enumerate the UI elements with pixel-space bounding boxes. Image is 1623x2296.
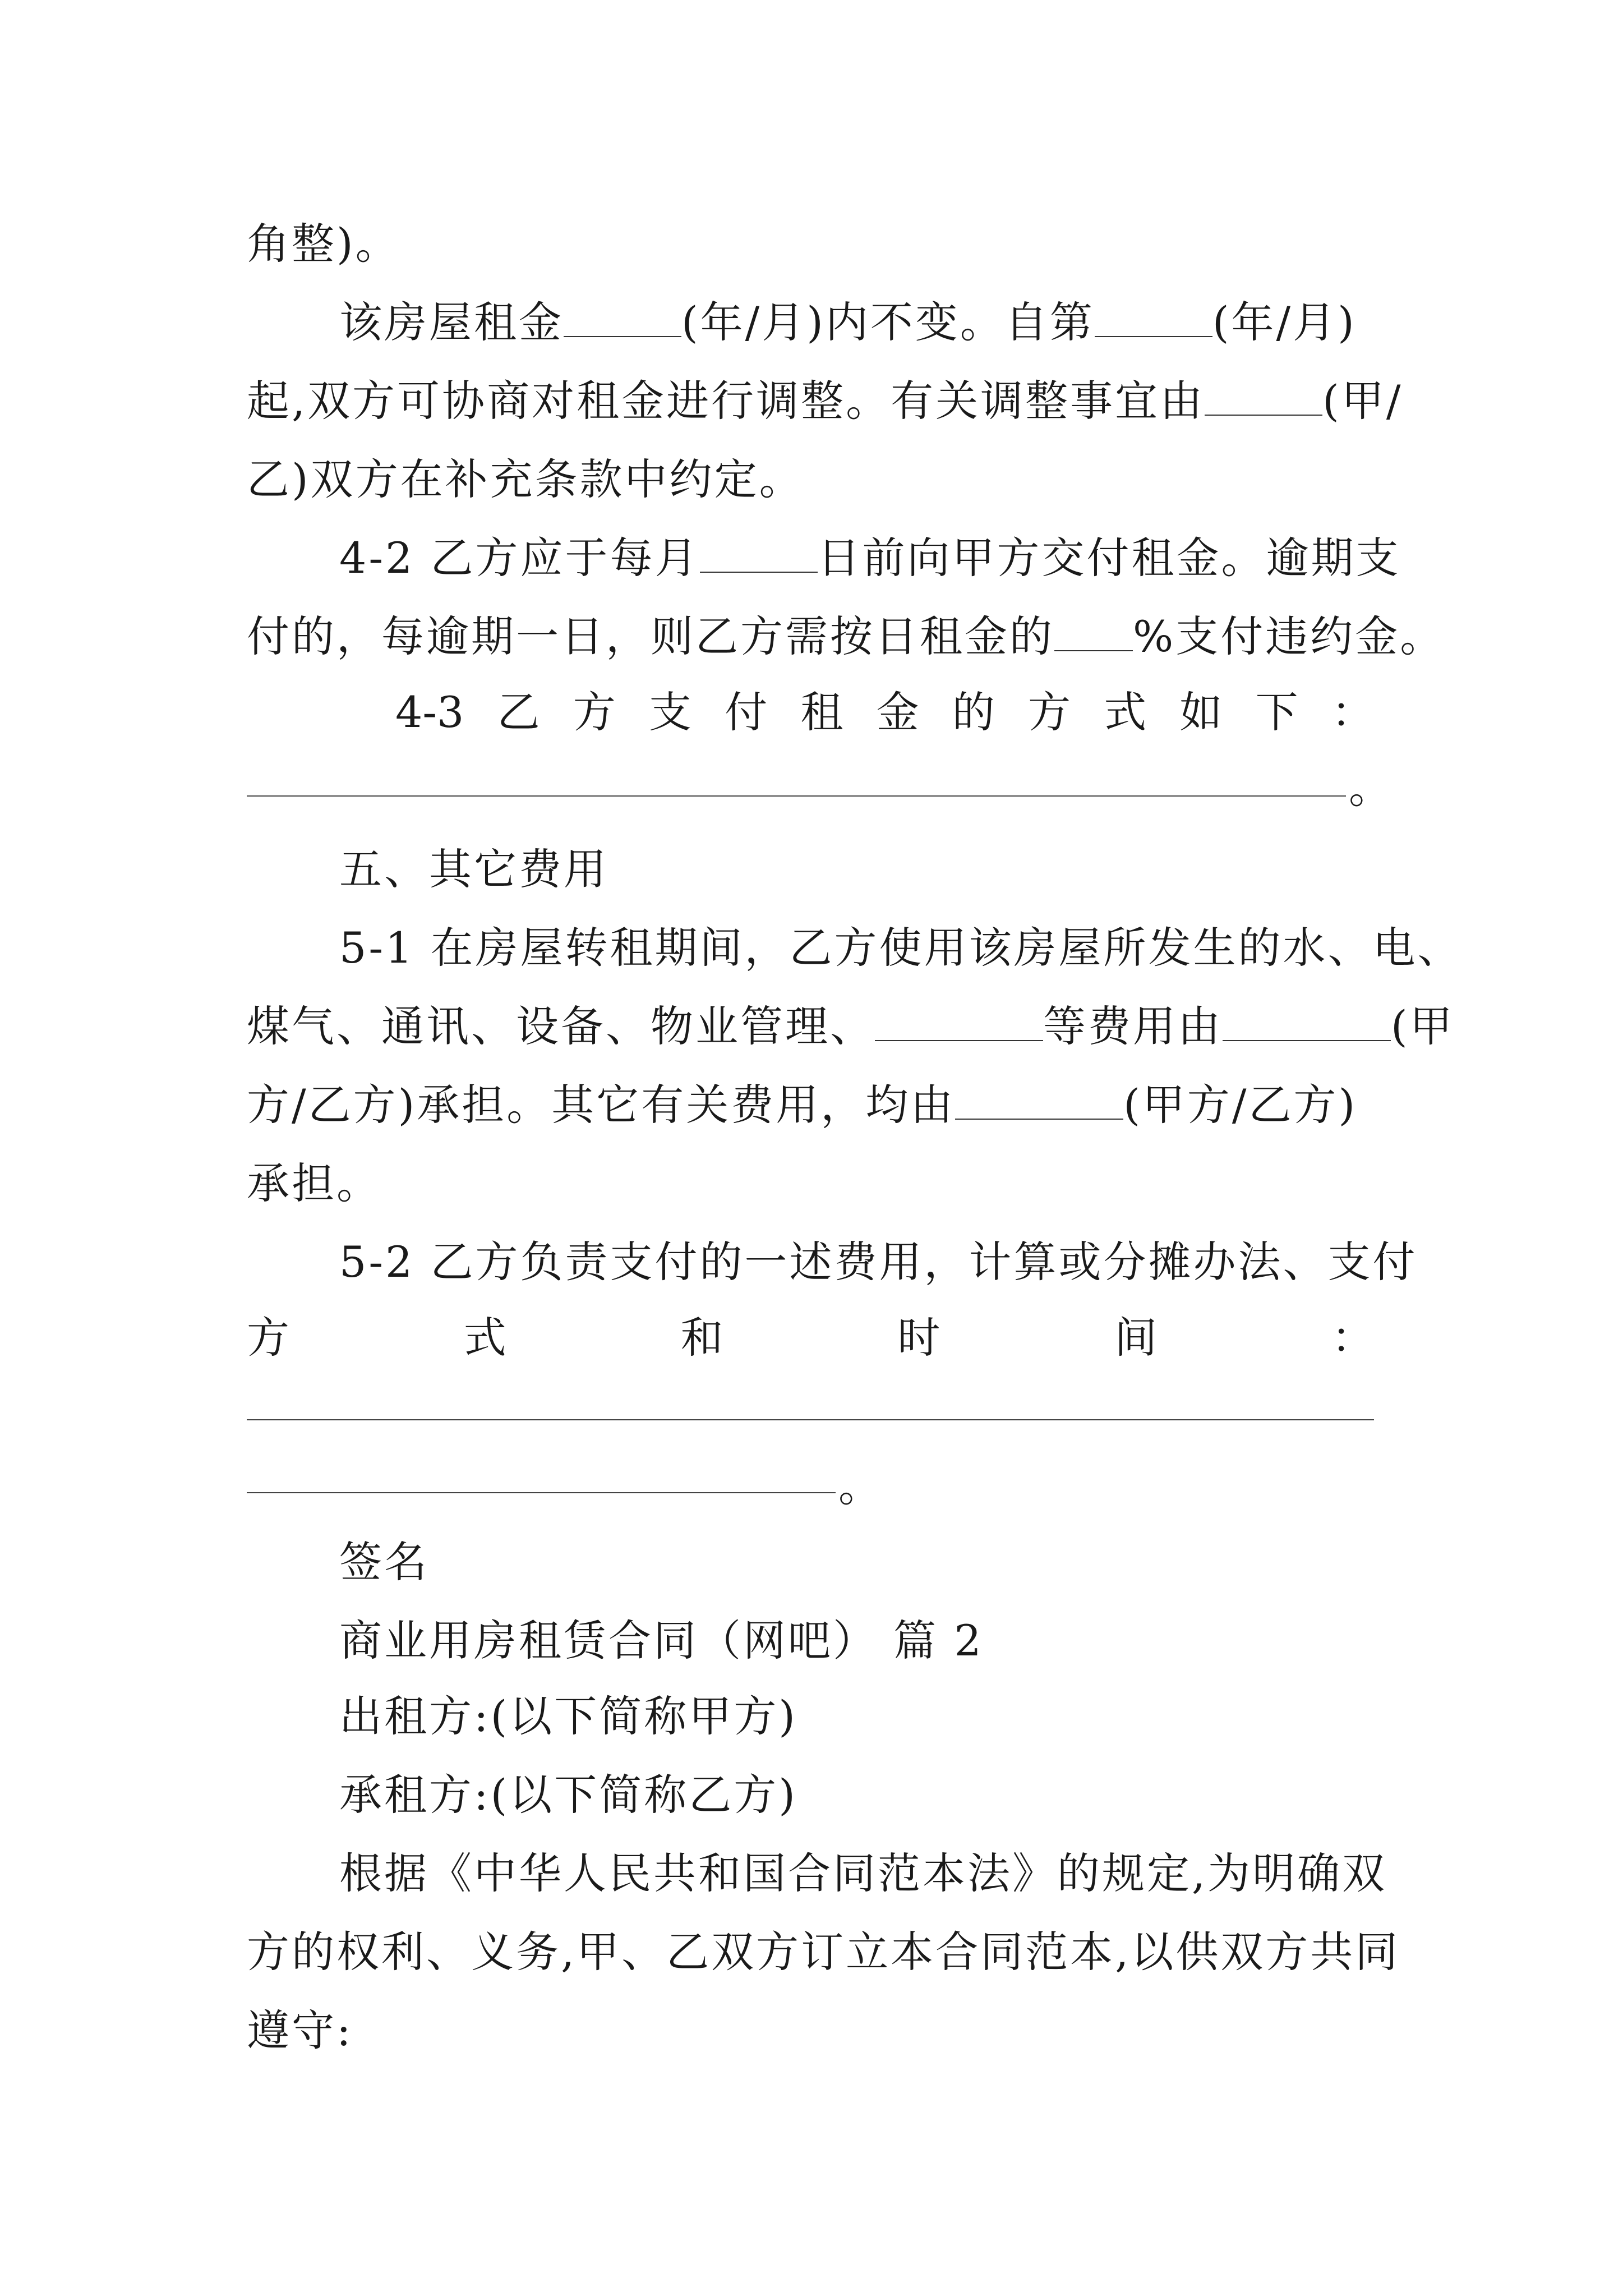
text-segment: 乙)双方在补充条款中约定。 bbox=[247, 454, 804, 504]
fill-blank[interactable] bbox=[955, 1079, 1123, 1120]
text-segment: 等费用由 bbox=[1043, 1001, 1223, 1051]
word: 式 bbox=[1104, 687, 1147, 737]
text-segment: %支付违约金。 bbox=[1133, 611, 1445, 661]
text-segment: (甲/ bbox=[1322, 376, 1403, 426]
underline-blank[interactable] bbox=[247, 1492, 836, 1493]
text-line bbox=[339, 1767, 797, 1823]
text-line bbox=[339, 1534, 429, 1590]
text-segment: 5-1 在房屋转租期间，乙方使用该房屋所发生的水、电、 bbox=[339, 923, 1463, 973]
word: 付 bbox=[725, 687, 768, 737]
text-segment: (年/月) bbox=[1212, 297, 1357, 347]
text-segment: (甲 bbox=[1391, 1001, 1455, 1051]
word: ： bbox=[1331, 1313, 1374, 1363]
fill-blank[interactable] bbox=[875, 1001, 1043, 1041]
text-segment: (甲方/乙方) bbox=[1123, 1080, 1358, 1130]
text-line bbox=[339, 1234, 1418, 1290]
text-line bbox=[339, 920, 1463, 976]
word: 方 bbox=[573, 687, 616, 737]
text-line bbox=[339, 1688, 797, 1745]
word: 乙 bbox=[497, 687, 540, 737]
text-segment: 5-2 乙方负责支付的一述费用，计算或分摊办法、支付 bbox=[339, 1237, 1418, 1287]
text-segment: 出租方:(以下简称甲方) bbox=[339, 1691, 797, 1741]
text-line bbox=[339, 295, 1357, 351]
text-line bbox=[339, 1846, 1387, 1902]
underline-blank[interactable] bbox=[247, 795, 1346, 797]
text-line bbox=[247, 999, 1455, 1055]
word: 租 bbox=[800, 687, 843, 737]
text-line bbox=[247, 2003, 353, 2059]
word: 式 bbox=[463, 1313, 506, 1363]
signature-label: 签名 bbox=[339, 1537, 429, 1587]
text-line-justified bbox=[247, 1310, 1374, 1366]
text-line bbox=[339, 530, 1401, 586]
fill-blank[interactable] bbox=[700, 532, 818, 573]
text-segment: 日前向甲方交付租金。逾期支 bbox=[817, 533, 1401, 583]
fill-blank[interactable] bbox=[1095, 297, 1212, 337]
fill-blank[interactable] bbox=[1054, 611, 1133, 651]
fill-blank[interactable] bbox=[564, 297, 681, 337]
word: 方 bbox=[247, 1313, 289, 1363]
text-segment: 煤气、通讯、设备、物业管理、 bbox=[247, 1001, 875, 1051]
text-segment: 4-2 乙方应于每月 bbox=[339, 533, 700, 583]
text-line bbox=[247, 452, 804, 508]
text-segment: 根据《中华人民共和国合同范本法》的规定,为明确双 bbox=[339, 1848, 1387, 1898]
text-segment: 方的权利、义务,甲、乙双方订立本合同范本,以供双方共同 bbox=[247, 1927, 1400, 1977]
period: 。 bbox=[1349, 763, 1391, 813]
word: 和 bbox=[680, 1313, 723, 1363]
word: 支 bbox=[649, 687, 691, 737]
text-line bbox=[247, 1156, 381, 1212]
word: 时 bbox=[897, 1313, 940, 1363]
text-segment: 五、其它费用 bbox=[339, 844, 608, 894]
word: 的 bbox=[952, 687, 995, 737]
text-segment: 该房屋租金 bbox=[339, 297, 564, 347]
text-segment: 起,双方可协商对租金进行调整。有关调整事宜由 bbox=[247, 376, 1205, 426]
fill-blank[interactable] bbox=[1223, 1001, 1391, 1041]
text-segment: 承租方:(以下简称乙方) bbox=[339, 1770, 797, 1820]
fill-blank[interactable] bbox=[1205, 375, 1322, 416]
text-line bbox=[247, 1077, 1357, 1133]
word: 方 bbox=[1028, 687, 1071, 737]
text-line bbox=[247, 373, 1403, 429]
text-line bbox=[247, 216, 400, 272]
section-heading bbox=[339, 841, 608, 898]
text-segment: 承担。 bbox=[247, 1158, 381, 1208]
word: ： bbox=[1331, 687, 1374, 737]
word: 如 bbox=[1179, 687, 1223, 737]
text-segment: (年/月)内不变。自第 bbox=[681, 297, 1095, 347]
word: 下 bbox=[1255, 687, 1298, 737]
text-segment: 角整)。 bbox=[247, 219, 400, 269]
text-segment: 商业用房租赁合同（网吧） 篇 2 bbox=[339, 1616, 984, 1665]
underline-blank[interactable] bbox=[247, 1419, 1374, 1420]
text-line bbox=[247, 1924, 1400, 1980]
word: 间 bbox=[1114, 1313, 1158, 1363]
word: 4-3 bbox=[395, 687, 464, 737]
period: 。 bbox=[838, 1461, 881, 1511]
word: 金 bbox=[876, 687, 919, 737]
document-title bbox=[339, 1613, 984, 1669]
text-line bbox=[247, 609, 1445, 665]
text-segment: 遵守: bbox=[247, 2005, 353, 2055]
text-segment: 方/乙方)承担。其它有关费用，均由 bbox=[247, 1080, 956, 1130]
text-line-justified bbox=[395, 684, 1374, 740]
text-segment: 付的，每逾期一日，则乙方需按日租金的 bbox=[247, 611, 1054, 661]
